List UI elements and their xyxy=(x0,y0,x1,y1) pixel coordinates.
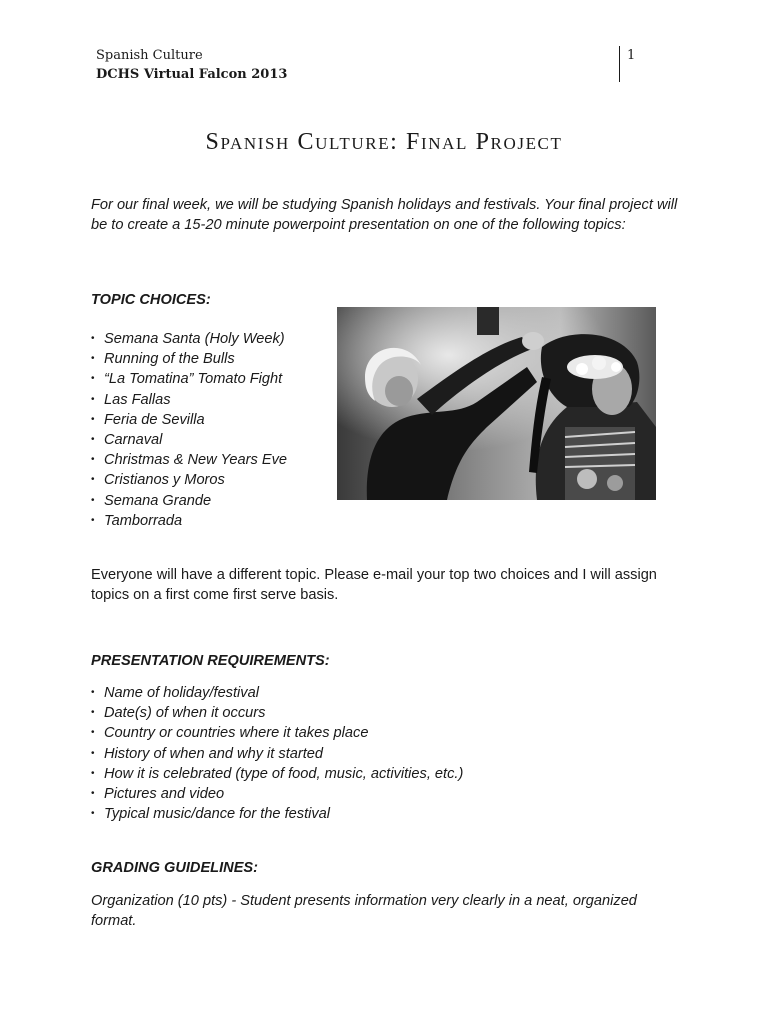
list-item: • “La Tomatina” Tomato Fight xyxy=(91,369,287,389)
list-item: • Country or countries where it takes place xyxy=(91,723,463,743)
list-item: • Semana Grande xyxy=(91,491,287,511)
topic-list xyxy=(91,329,287,531)
list-item: • Cristianos y Moros xyxy=(91,470,287,490)
grading-guidelines-heading: GRADING GUIDELINES: xyxy=(91,860,259,876)
list-item: • Christmas & New Years Eve xyxy=(91,450,287,470)
list-item: • Las Fallas xyxy=(91,390,287,410)
requirements-list xyxy=(91,683,463,824)
header-divider xyxy=(619,46,620,82)
topic-choices-heading: TOPIC CHOICES: xyxy=(91,292,211,308)
list-item: • Feria de Sevilla xyxy=(91,410,287,430)
list-item: • Running of the Bulls xyxy=(91,349,287,369)
list-item: • How it is celebrated (type of food, music, activities, etc.) xyxy=(91,764,463,784)
grading-organization: Organization (10 pts) - Student presents information very clearly in a neat, organized format. xyxy=(91,893,637,930)
header-school: DCHS Virtual Falcon 2013 xyxy=(96,67,288,82)
list-item: • Semana Santa (Holy Week) xyxy=(91,329,287,349)
list-item: • Pictures and video xyxy=(91,784,463,804)
list-item: • Date(s) of when it occurs xyxy=(91,703,463,723)
intro-paragraph: For our final week, we will be studying Spanish holidays and festivals. Your final project will be to create a 15-20 minute powerpoint presentation on one of the following topics: xyxy=(91,197,678,234)
list-item: • Name of holiday/festival xyxy=(91,683,463,703)
assignment-note: Everyone will have a different topic. Please e-mail your top two choices and I will assign topics on a first come first serve basis. xyxy=(91,567,657,604)
presentation-requirements-heading: PRESENTATION REQUIREMENTS: xyxy=(91,653,330,669)
header-course: Spanish Culture xyxy=(96,48,203,63)
list-item: • History of when and why it started xyxy=(91,744,463,764)
list-item: • Tamborrada xyxy=(91,511,287,531)
page-number: 1 xyxy=(627,48,636,63)
header-block xyxy=(96,46,287,84)
page-title: Spanish Culture: Final Project xyxy=(205,129,563,155)
photo-illustration xyxy=(337,307,656,500)
list-item: • Typical music/dance for the festival xyxy=(91,804,463,824)
list-item: • Carnaval xyxy=(91,430,287,450)
festival-photo xyxy=(337,307,656,500)
